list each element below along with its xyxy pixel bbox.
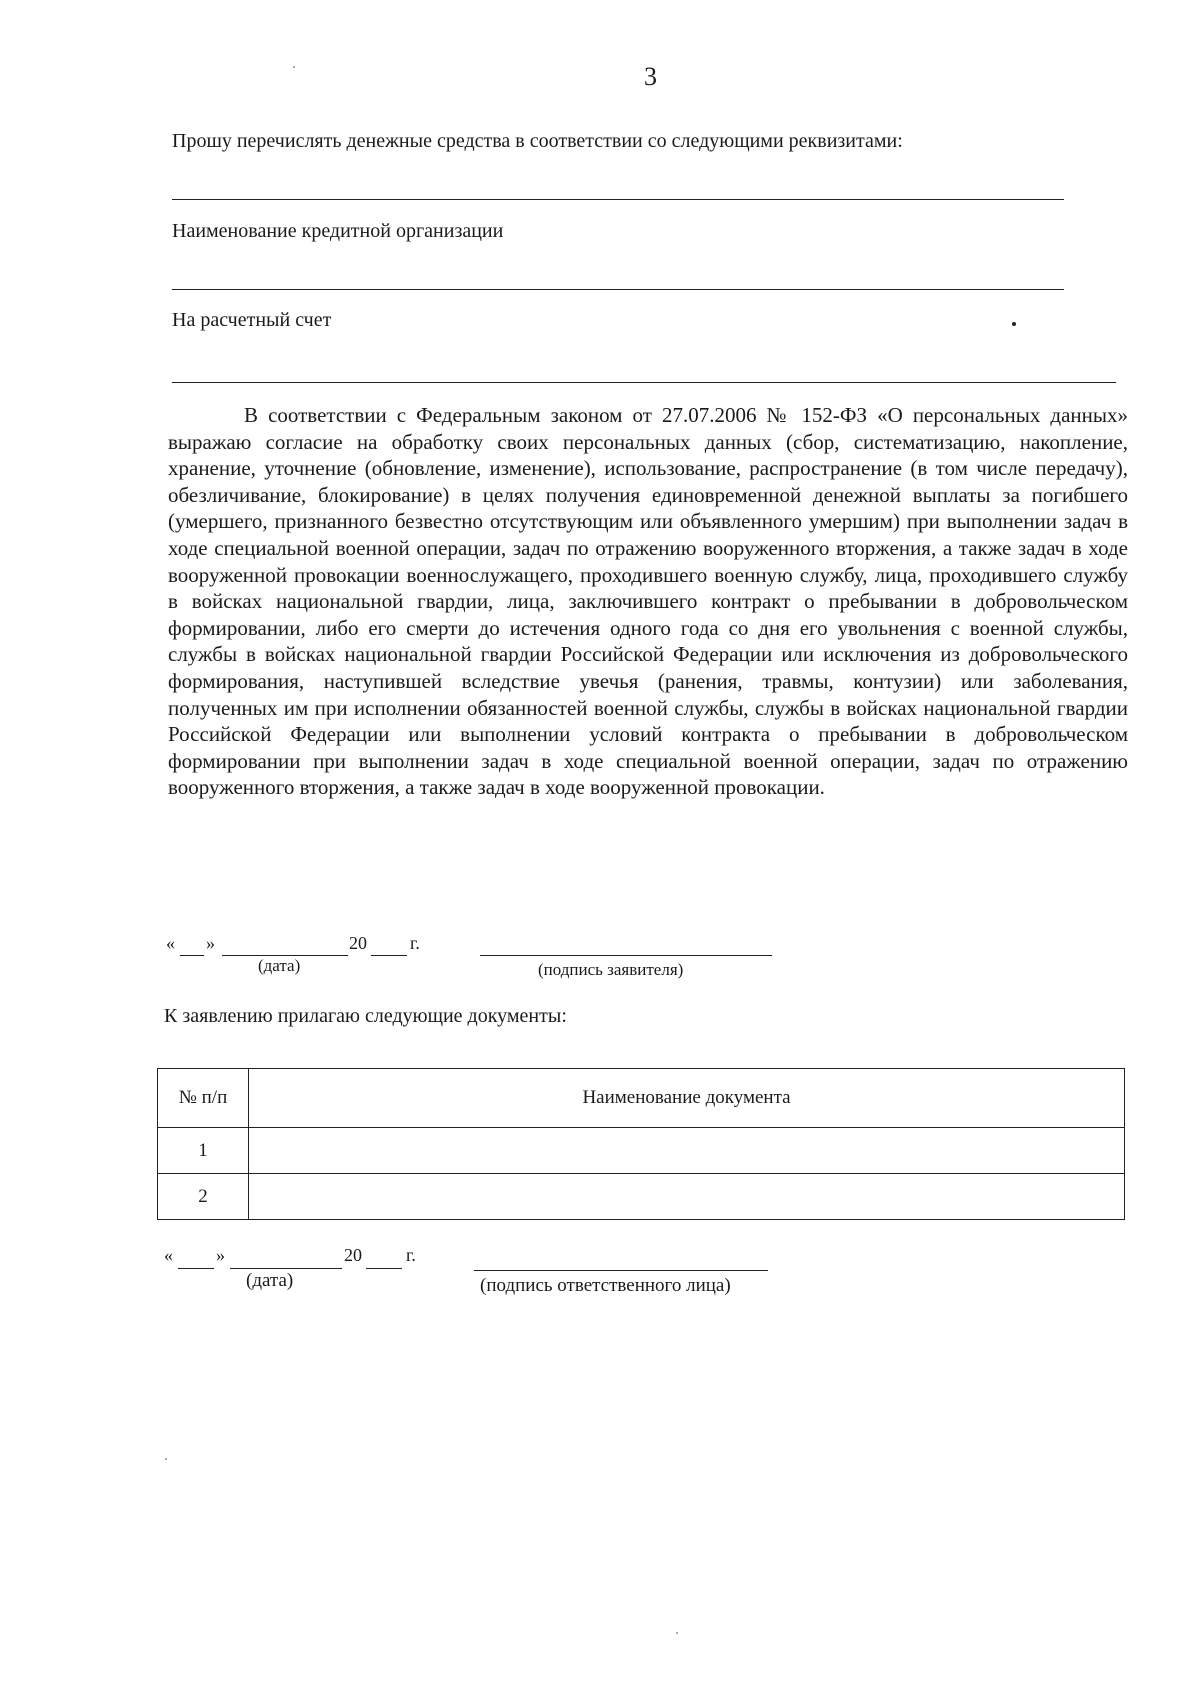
year-suffix: г. (410, 933, 420, 953)
header-document-name: Наименование документа (249, 1069, 1125, 1128)
responsible-signature-line[interactable] (474, 1270, 768, 1271)
scan-speck (676, 1632, 678, 1634)
intro-line: Прошу перечислять денежные средства в соответствии со следующими реквизитами: (172, 130, 903, 152)
applicant-signature-caption: (подпись заявителя) (538, 960, 684, 979)
documents-table (157, 1068, 1125, 1220)
header-number: № п/п (158, 1069, 249, 1128)
account-fill-line[interactable] (172, 382, 1116, 383)
page-number: 3 (644, 62, 657, 91)
consent-paragraph (168, 402, 1128, 801)
bank-label: Наименование кредитной организации (172, 220, 504, 242)
intro-fill-line[interactable] (172, 199, 1064, 200)
year-prefix: 20 (349, 933, 367, 953)
table-row (158, 1174, 1125, 1220)
row-number: 1 (158, 1128, 249, 1174)
applicant-signature-line[interactable] (480, 955, 772, 956)
account-label: На расчетный счет (172, 309, 332, 331)
day-fill-line[interactable] (180, 955, 204, 956)
year-prefix: 20 (344, 1245, 362, 1265)
date-caption: (дата) (246, 1270, 294, 1291)
date-close-quote: » (216, 1245, 225, 1265)
month-fill-line[interactable] (230, 1268, 342, 1269)
table-header-row (158, 1069, 1125, 1128)
scan-speck (165, 1458, 167, 1460)
row-document-name[interactable] (249, 1128, 1125, 1174)
consent-first-word: В (244, 403, 259, 427)
row-number: 2 (158, 1174, 249, 1220)
account-dot (1012, 322, 1016, 326)
date-close-quote: » (206, 933, 215, 953)
day-fill-line[interactable] (178, 1268, 214, 1269)
consent-text: соответствии с Федеральным законом от 27.07.2006 № 152-ФЗ «О персональных данных» выражаю согласие на обработку своих персональных данных (сбор, систематизацию, накопление, хранение, уточнение (обновление, изменение), использование, распространение (в том числе передачу), обезличивание, блокирование) в целях получения единовременной денежной выплаты за погибшего (умершего, признанного безвестно отсутствующим или объявленного умершим) при выполнении задач в ходе специальной военной операции, задач по отражению вооруженного вторжения, а также задач в ходе вооруженной провокации военнослужащего, проходившего военную службу, лица, проходившего службу в войсках национальной гвардии, лица, заключившего контракт о пребывании в добровольческом формировании, либо его смерти до истечения одного года со дня его увольнения с военной службы, службы в войсках национальной гвардии Российской Федерации или исключения из добровольческого формирования, наступившей вследствие увечья (ранения, травмы, контузии) или заболевания, полученных им при исполнении обязанностей военной службы, службы в войсках национальной гвардии Российской Федерации или выполнении условий контракта о пребывании в добровольческом формировании при выполнении задач в ходе специальной военной операции, задач по отражению вооруженного вторжения, а также задач в ходе вооруженной провокации. (168, 403, 1128, 800)
year-fill-line[interactable] (366, 1268, 402, 1269)
year-fill-line[interactable] (371, 955, 407, 956)
date-open-quote: « (164, 1245, 173, 1265)
row-document-name[interactable] (249, 1174, 1125, 1220)
bank-fill-line[interactable] (172, 289, 1064, 290)
year-suffix: г. (406, 1245, 416, 1265)
responsible-signature-caption: (подпись ответственного лица) (480, 1275, 731, 1296)
date-caption: (дата) (258, 956, 301, 975)
attachments-label: К заявлению прилагаю следующие документы: (164, 1005, 567, 1027)
scan-speck (293, 66, 295, 68)
table-row (158, 1128, 1125, 1174)
date-open-quote: « (166, 933, 175, 953)
